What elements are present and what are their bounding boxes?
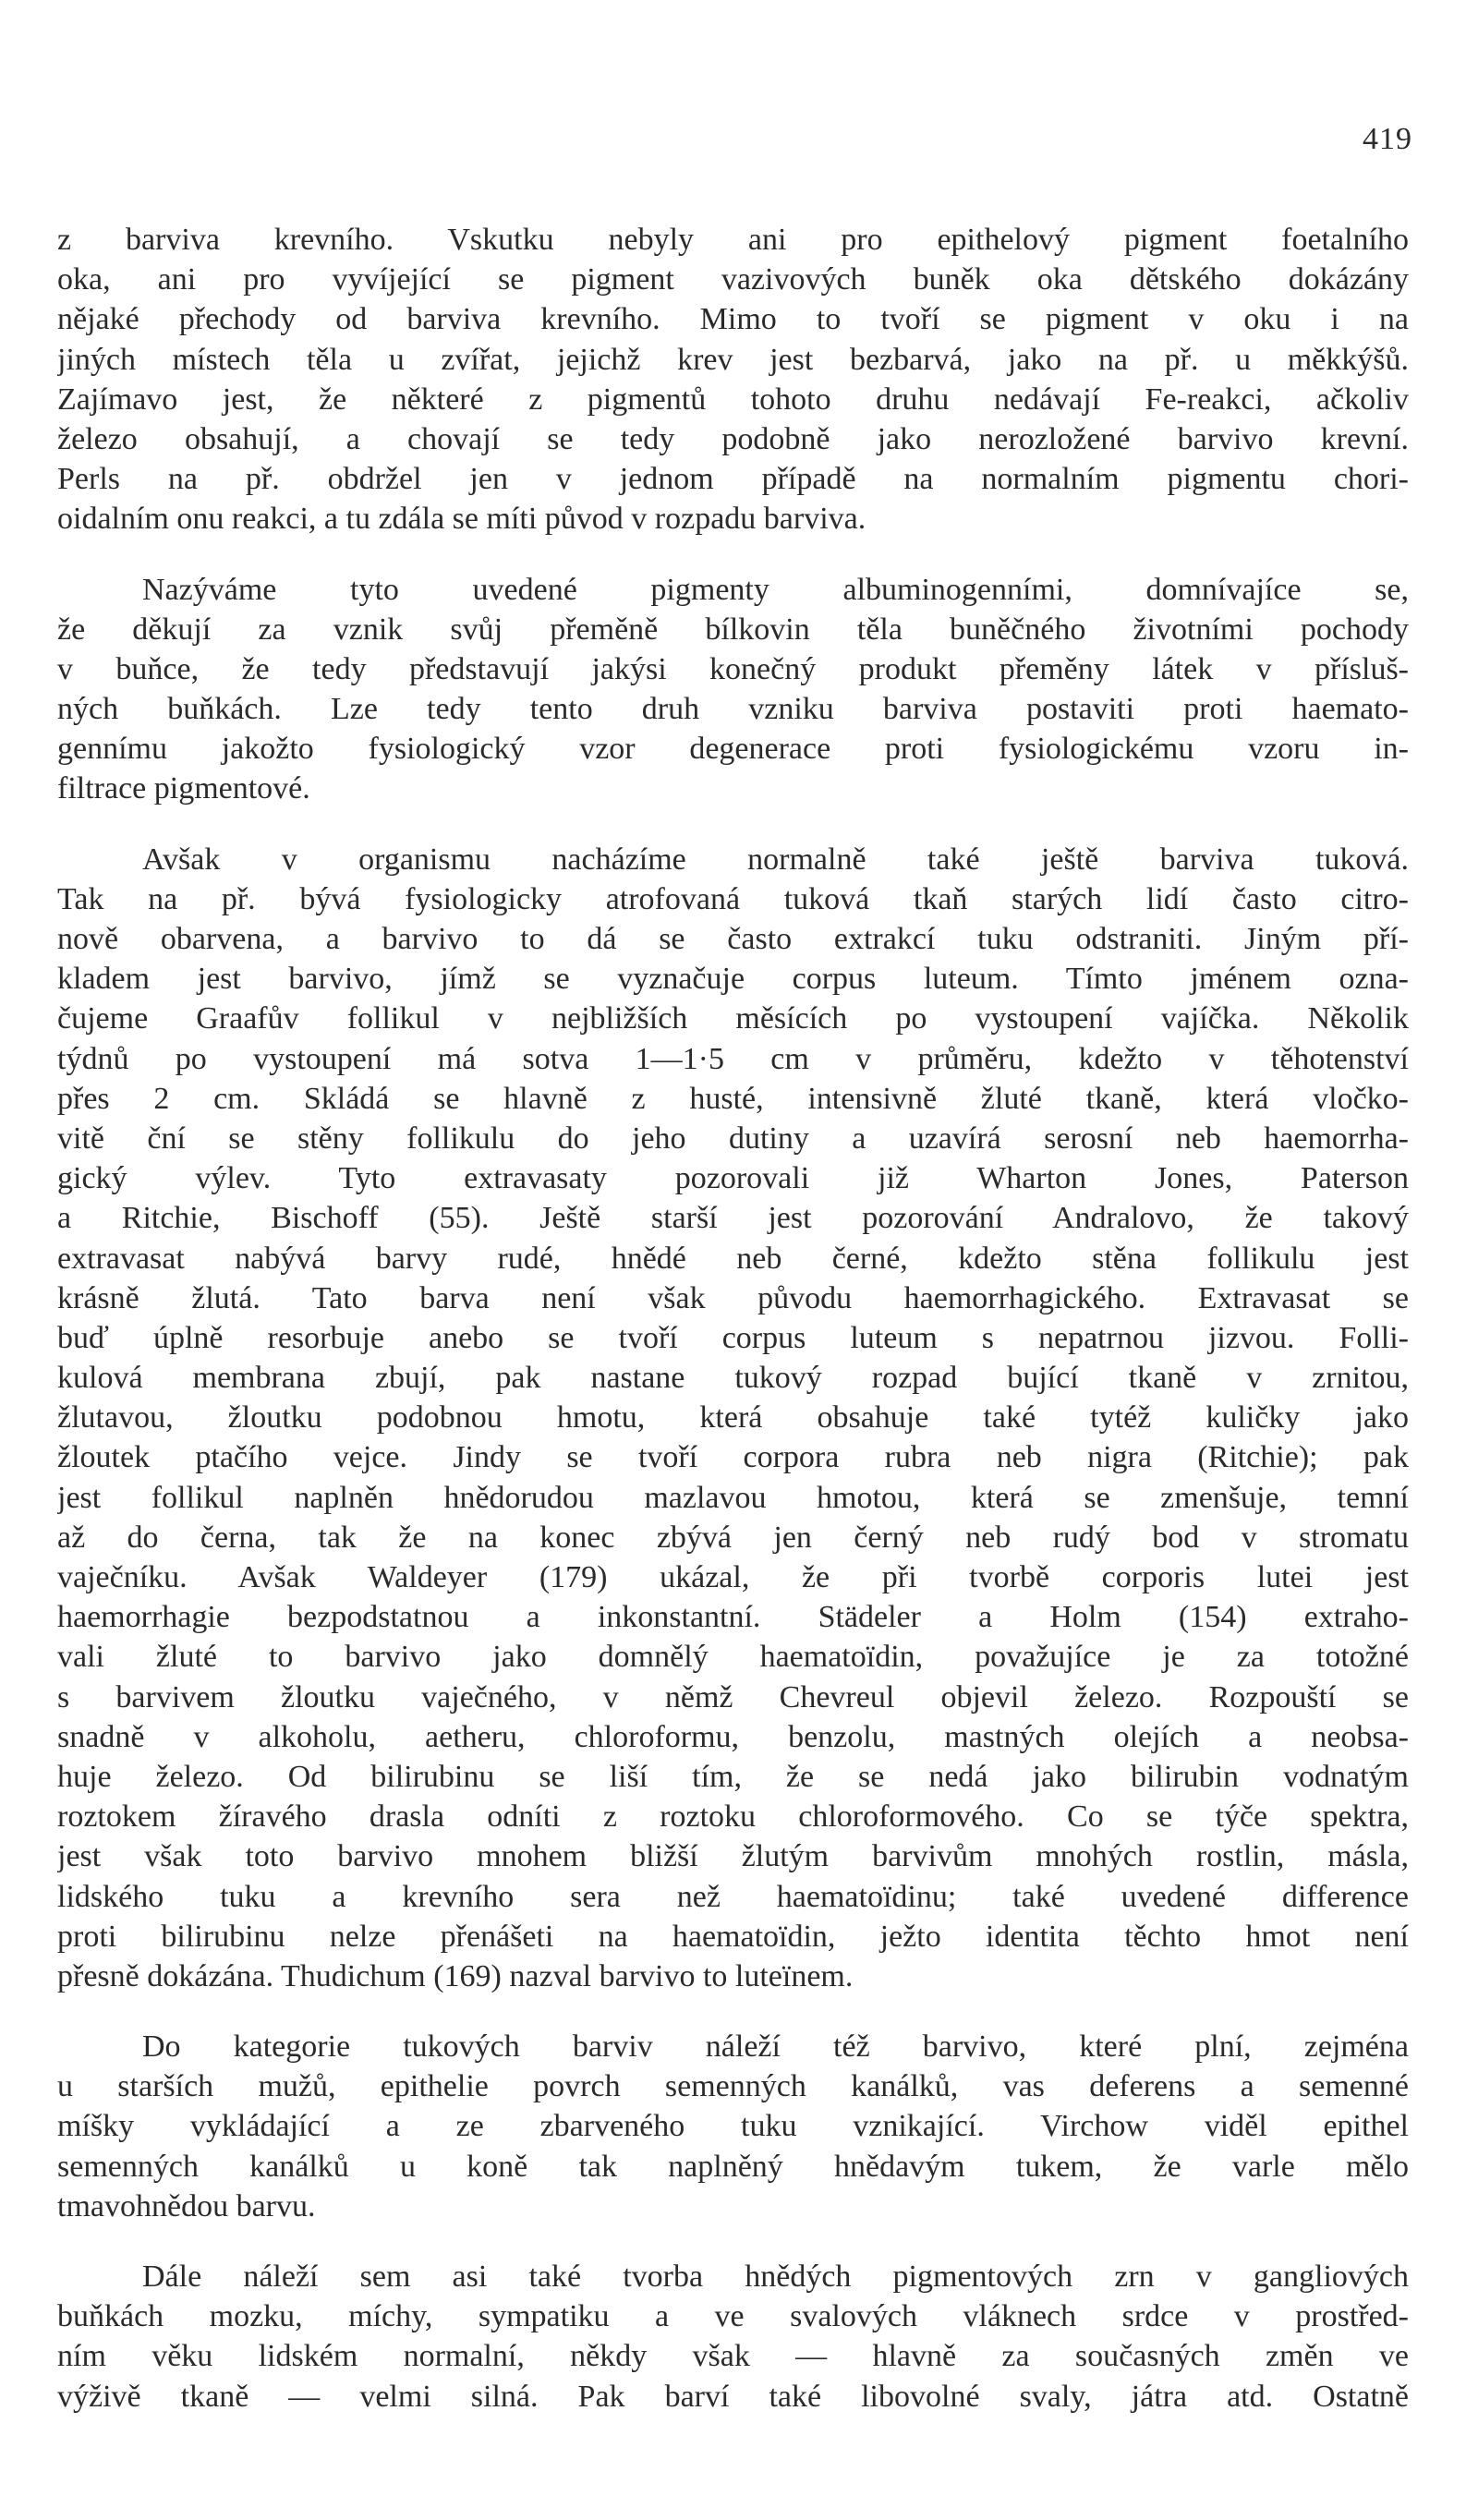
text-line: že děkují za vznik svůj přeměně bílkovin těla buněčného životními pochody (57, 612, 1409, 647)
paragraph (57, 840, 1409, 1996)
text-line: extravasat nabývá barvy rudé, hnědé neb černé, kdežto stěna follikulu jest (57, 1241, 1409, 1276)
text-line: Avšak v organismu nacházíme normalně také ještě barviva tuková. (142, 842, 1409, 877)
text-line: haemorrhagie bezpodstatnou a inkonstantní. Städeler a Holm (154) extraho- (57, 1600, 1409, 1635)
text-line: a Ritchie, Bischoff (55). Ještě starší jest pozorování Andralovo, že takový (57, 1201, 1409, 1236)
text-line: gennímu jakožto fysiologický vzor degenerace proti fysiologickému vzoru in- (57, 732, 1409, 767)
text-line: žlutavou, žloutku podobnou hmotu, která obsahuje také tytéž kuličky jako (57, 1400, 1409, 1436)
paragraph (57, 570, 1409, 809)
text-line: semenných kanálků u koně tak naplněný hnědavým tukem, že varle mělo (57, 2149, 1409, 2184)
text-line: s barvivem žloutku vaječného, v němž Chevreul objevil železo. Rozpouští se (57, 1679, 1409, 1714)
text-line: filtrace pigmentové. (57, 771, 310, 806)
text-line: jest follikul naplněn hnědorudou mazlavou hmotou, která se zmenšuje, temní (57, 1480, 1409, 1515)
text-line: snadně v alkoholu, aetheru, chloroformu, benzolu, mastných olejích a neobsa- (57, 1719, 1409, 1754)
text-line: míšky vykládající a ze zbarveného tuku vznikající. Virchow viděl epithel (57, 2109, 1409, 2144)
paragraph-gap (57, 539, 1409, 570)
text-line: přesně dokázána. Thudichum (169) nazval barvivo to luteïnem. (57, 1958, 854, 1993)
text-line: oidalním onu reakci, a tu zdála se míti původ v rozpadu barviva. (57, 502, 866, 537)
text-line: Do kategorie tukových barviv náleží též barvivo, které plní, zejména (142, 2029, 1409, 2065)
text-line: Tak na př. bývá fysiologicky atrofovaná tuková tkaň starých lidí často citro- (57, 881, 1409, 916)
text-line: jiných místech těla u zvířat, jejichž krev jest bezbarvá, jako na př. u měkkýšů. (57, 342, 1409, 377)
text-line: vaječníku. Avšak Waldeyer (179) ukázal, že při tvorbě corporis lutei jest (57, 1560, 1409, 1594)
text-line: kladem jest barvivo, jímž se vyznačuje corpus luteum. Tímto jménem ozna- (57, 962, 1409, 997)
text-line: Perls na př. obdržel jen v jednom případě na normalním pigmentu chori- (57, 462, 1409, 497)
text-line: přes 2 cm. Skládá se hlavně z husté, intensivně žluté tkaně, která vločko- (57, 1081, 1409, 1116)
paragraph-gap (57, 809, 1409, 840)
text-line: roztokem žíravého drasla odníti z roztoku chloroformového. Co se týče spektra, (57, 1799, 1409, 1835)
paragraph (57, 220, 1409, 539)
text-line: lidského tuku a krevního sera než haematoïdinu; také uvedené difference (57, 1879, 1409, 1914)
text-line: proti bilirubinu nelze přenášeti na haematoïdin, ježto identita těchto hmot není (57, 1919, 1409, 1954)
text-line: buňkách mozku, míchy, sympatiku a ve svalových vláknech srdce v prostřed- (57, 2299, 1409, 2334)
text-line: buď úplně resorbuje anebo se tvoří corpus luteum s nepatrnou jizvou. Folli- (57, 1320, 1409, 1355)
text-line: žloutek ptačího vejce. Jindy se tvoří corpora rubra neb nigra (Ritchie); pak (57, 1440, 1409, 1475)
paragraph (57, 2257, 1409, 2417)
text-line: nově obarvena, a barvivo to dá se často extrakcí tuku odstraniti. Jiným pří- (57, 922, 1409, 956)
paragraph (57, 2027, 1409, 2226)
paragraph-gap (57, 1996, 1409, 2027)
text-line: až do černa, tak že na konec zbývá jen černý neb rudý bod v stromatu (57, 1520, 1409, 1555)
text-line: vali žluté to barvivo jako domnělý haematoïdin, považujíce je za totožné (57, 1640, 1409, 1675)
text-line: nějaké přechody od barviva krevního. Mimo to tvoří se pigment v oku i na (57, 302, 1409, 337)
text-line: krásně žlutá. Tato barva není však původu haemorrhagického. Extravasat se (57, 1280, 1409, 1315)
text-line: huje železo. Od bilirubinu se liší tím, že se nedá jako bilirubin vodnatým (57, 1759, 1409, 1794)
text-line: železo obsahují, a chovají se tedy podobně jako nerozložené barvivo krevní. (57, 421, 1409, 456)
text-line: kulová membrana zbují, pak nastane tukový rozpad bující tkaně v zrnitou, (57, 1361, 1409, 1396)
page-number: 419 (1363, 122, 1412, 156)
text-line: výživě tkaně — velmi silná. Pak barví také libovolné svaly, játra atd. Ostatně (57, 2379, 1409, 2414)
text-line: týdnů po vystoupení má sotva 1—1·5 cm v průměru, kdežto v těhotenství (57, 1041, 1409, 1076)
text-line: ním věku lidském normalní, někdy však — hlavně za současných změn ve (57, 2339, 1409, 2374)
paragraph-gap (57, 2226, 1409, 2257)
text-line: ných buňkách. Lze tedy tento druh vzniku barviva postaviti proti haemato- (57, 692, 1409, 727)
text-line: z barviva krevního. Vskutku nebyly ani pro epithelový pigment foetalního (57, 223, 1409, 257)
text-line: Zajímavo jest, že některé z pigmentů tohoto druhu nedávají Fe-reakci, ačkoliv (57, 382, 1409, 417)
text-line: u starších mužů, epithelie povrch semenných kanálků, vas deferens a semenné (57, 2069, 1409, 2104)
text-line: v buňce, že tedy představují jakýsi konečný produkt přeměny látek v přísluš- (57, 651, 1409, 686)
text-line: Dále náleží sem asi také tvorba hnědých pigmentových zrn v gangliových (142, 2260, 1409, 2294)
text-line: tmavohnědou barvu. (57, 2188, 316, 2223)
text-line: oka, ani pro vyvíjející se pigment vazivových buněk oka dětského dokázány (57, 262, 1409, 297)
text-line: gický výlev. Tyto extravasaty pozorovali již Wharton Jones, Paterson (57, 1161, 1409, 1196)
body-text (57, 220, 1409, 2417)
text-line: jest však toto barvivo mnohem bližší žlutým barvivům mnohých rostlin, másla, (57, 1839, 1409, 1874)
text-line: Nazýváme tyto uvedené pigmenty albuminogenními, domnívajíce se, (142, 572, 1409, 607)
text-line: vitě ční se stěny follikulu do jeho dutiny a uzavírá serosní neb haemorrha- (57, 1121, 1409, 1156)
text-line: čujeme Graafův follikul v nejbližších měsících po vystoupení vajíčka. Několik (57, 1001, 1409, 1036)
